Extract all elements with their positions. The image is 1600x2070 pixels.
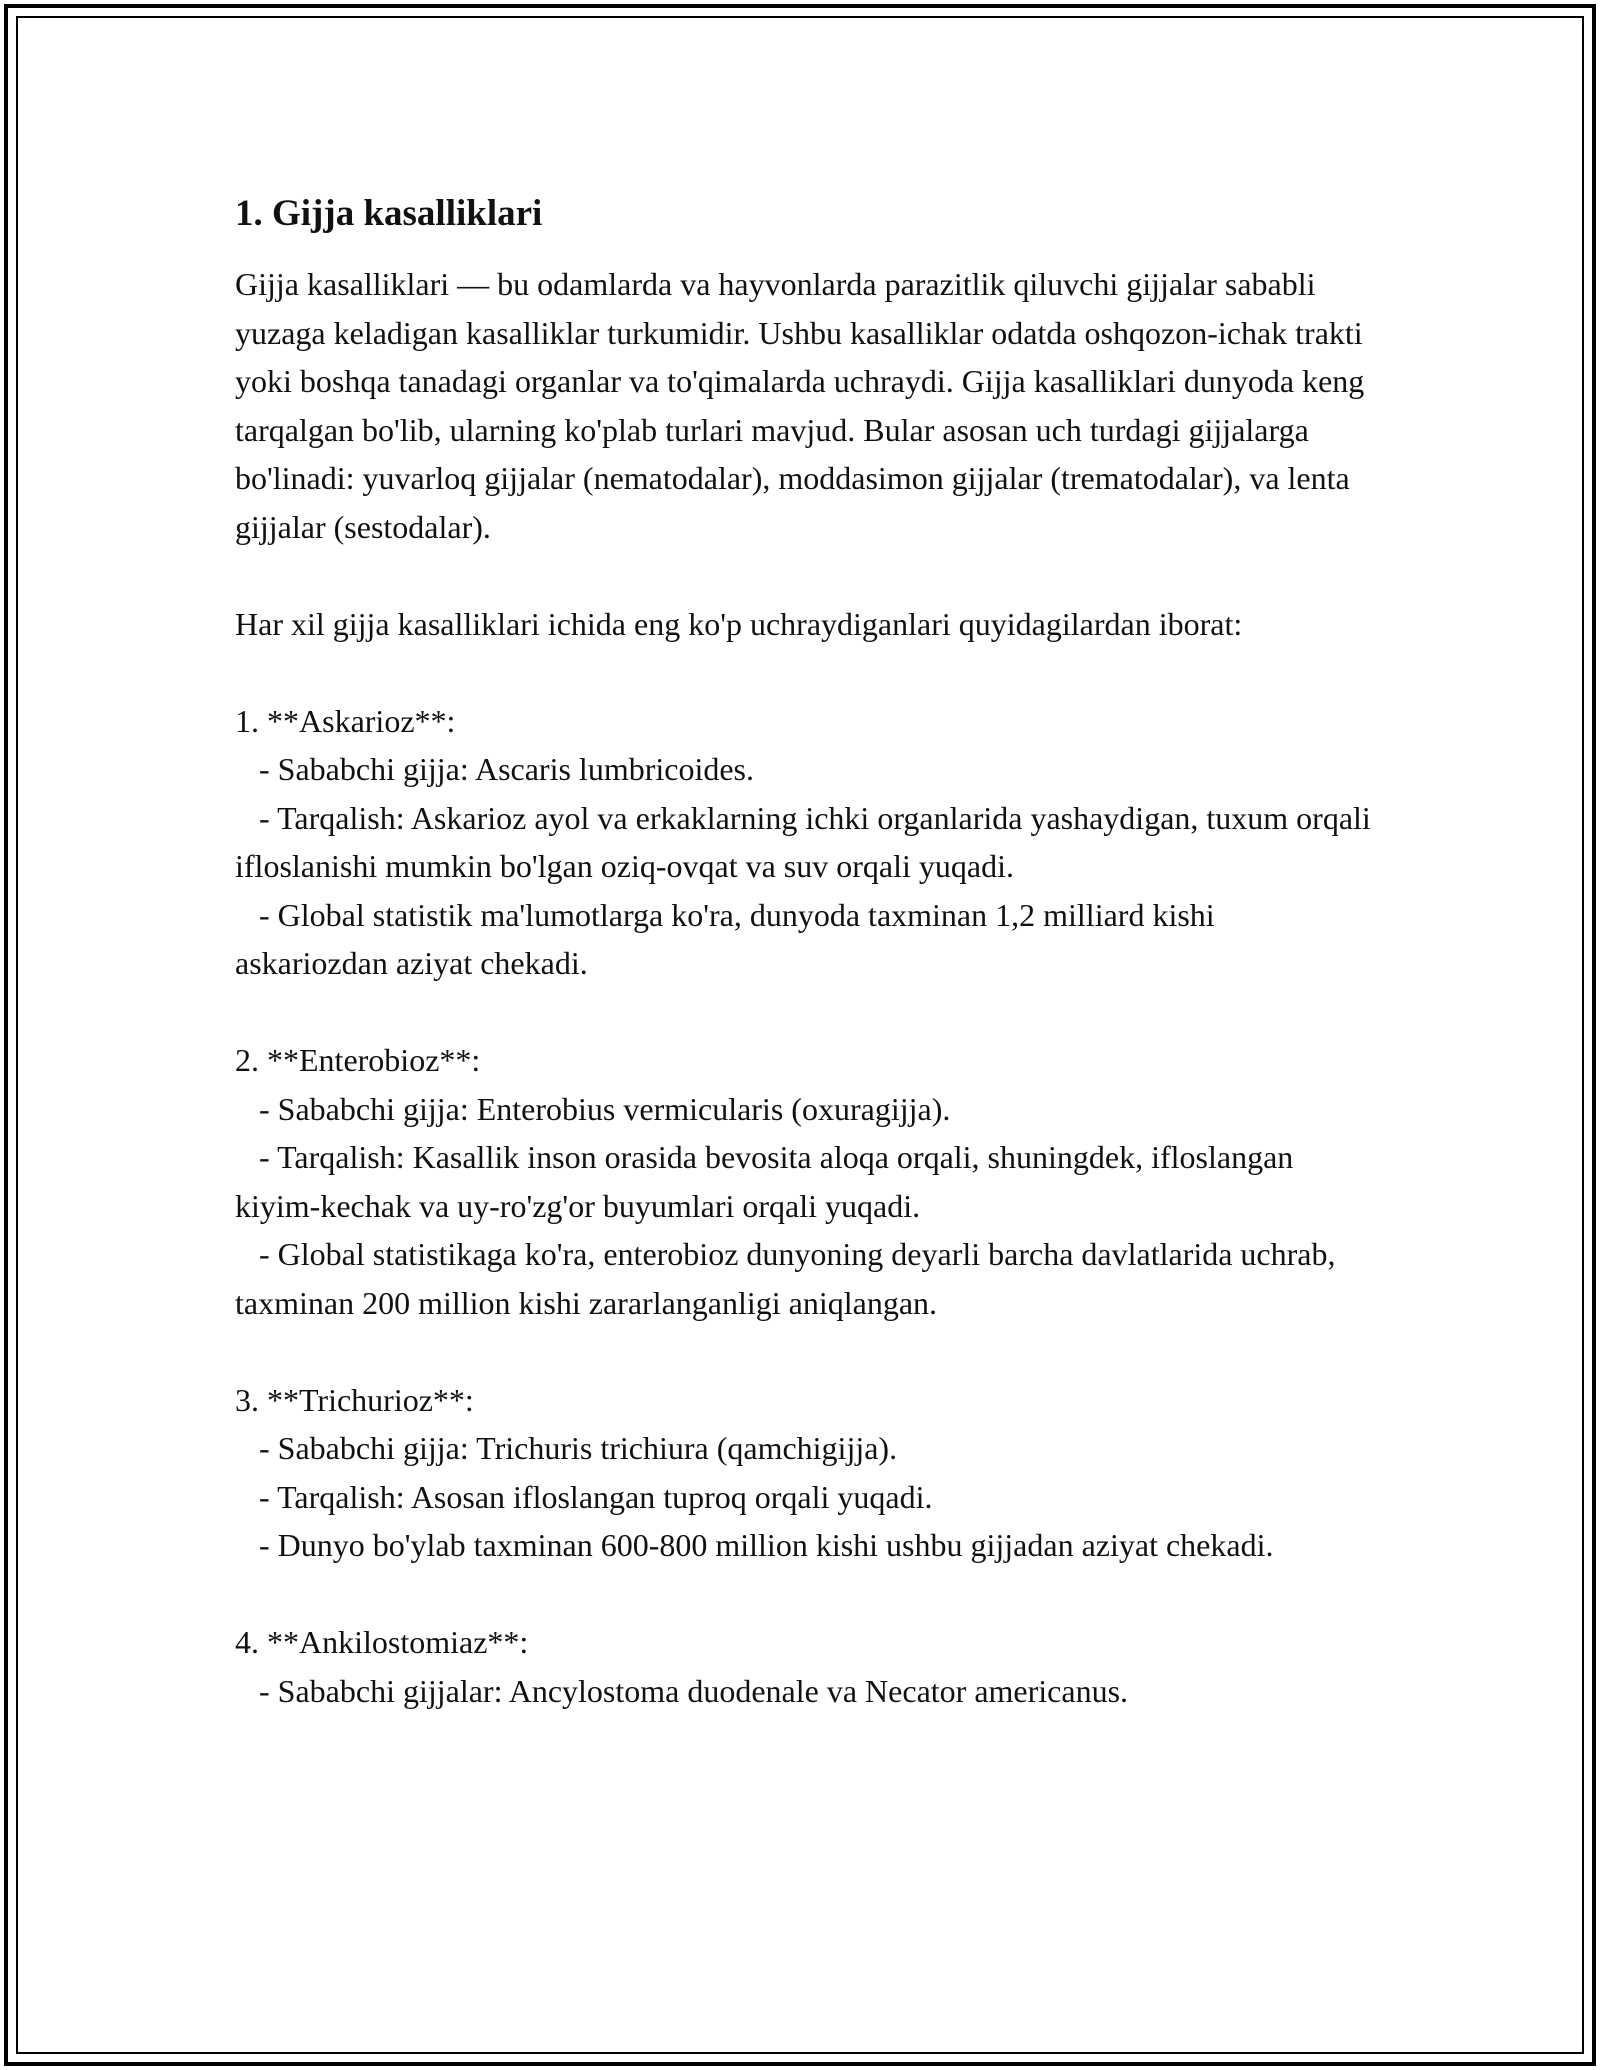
paragraph-gap xyxy=(235,551,1375,600)
list-item-detail: - Tarqalish: Asosan ifloslangan tuproq orqali yuqadi. xyxy=(235,1478,933,1515)
list-item-title: 2. **Enterobioz**: xyxy=(235,1042,481,1078)
list-item xyxy=(235,1376,1375,1570)
list-item-detail: - Sababchi gijjalar: Ancylostoma duodenale va Necator americanus. xyxy=(235,1672,1129,1709)
list-item-title: 1. **Askarioz**: xyxy=(235,702,456,739)
lead-paragraph: Har xil gijja kasalliklari ichida eng ko'p uchraydiganlari quyidagilardan iborat: xyxy=(235,605,1243,642)
list-item xyxy=(235,697,1379,988)
list-item xyxy=(235,1036,1375,1327)
list-item-detail: - Sababchi gijja: Trichuris trichiura (qamchigijja). xyxy=(235,1430,898,1466)
list-item-detail: - Global statistikaga ko'ra, enterobioz dunyoning deyarli barcha davlatlarida uchrab, taxminan 200 million kishi zararlanganligi aniqlangan. xyxy=(235,1236,1344,1321)
list-item-detail: - Sababchi gijja: Ascaris lumbricoides. xyxy=(235,751,754,787)
paragraph-gap xyxy=(235,988,1375,1037)
list-item-title: 3. **Trichurioz**: xyxy=(235,1381,474,1418)
list-item-detail: - Tarqalish: Kasallik inson orasida bevosita aloqa orqali, shuningdek, ifloslangan kiyim-kechak va uy-ro'zg'or buyumlari orqali yuqadi. xyxy=(235,1139,1302,1224)
document-body xyxy=(235,190,1379,1715)
list-item-detail: - Sababchi gijja: Enterobius vermicularis (oxuragijja). xyxy=(235,1090,951,1127)
paragraph-gap xyxy=(235,1327,1375,1376)
paragraph-gap xyxy=(235,1570,1375,1619)
list-item-detail: - Global statistik ma'lumotlarga ko'ra, dunyoda taxminan 1,2 milliard kishi askariozdan aziyat chekadi. xyxy=(235,896,1223,981)
intro-paragraph: Gijja kasalliklari — bu odamlarda va hayvonlarda parazitlik qiluvchi gijjalar sababli yuzaga keladigan kasalliklar turkumidir. Ushbu kasalliklar odatda oshqozon-ichak trakti yoki boshqa tanadagi organlar va to'qimalarda uchraydi. Gijja kasalliklari dunyoda keng tarqalgan bo'lib, ularning ko'plab turlari mavjud. Bular asosan uch turdagi gijjalarga bo'linadi: yuvarloq gijjalar (nematodalar), moddasimon gijjalar (trematodalar), va lenta gijjalar (sestodalar). xyxy=(235,266,1373,545)
list-item-title: 4. **Ankilostomiaz**: xyxy=(235,1624,529,1660)
list-item-detail: - Tarqalish: Askarioz ayol va erkaklarning ichki organlarida yashaydigan, tuxum orqali ifloslanishi mumkin bo'lgan oziq-ovqat va suv orqali yuqadi. xyxy=(235,799,1379,884)
list-item xyxy=(235,1618,1375,1715)
paragraph-gap xyxy=(235,648,1375,697)
section-heading: 1. Gijja kasalliklari xyxy=(235,193,543,234)
list-item-detail: - Dunyo bo'ylab taxminan 600-800 million kishi ushbu gijjadan aziyat chekadi. xyxy=(235,1527,1274,1563)
